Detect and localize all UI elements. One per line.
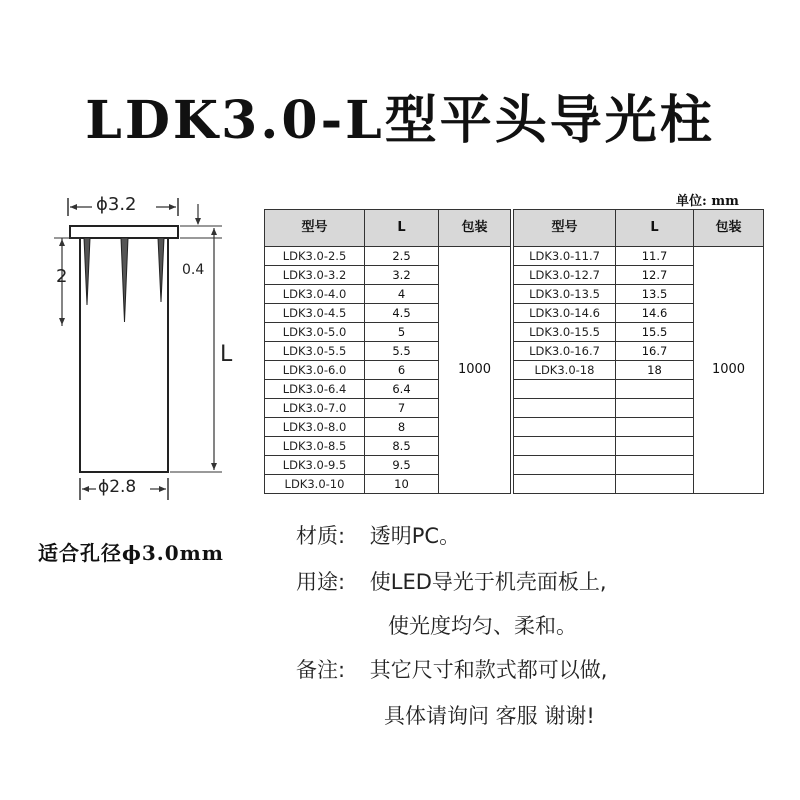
length-cell xyxy=(616,418,694,437)
spec-table-right xyxy=(513,209,764,494)
header-package: 包装 xyxy=(439,210,511,247)
model-cell: LDK3.0-10 xyxy=(265,475,365,494)
length-cell xyxy=(616,475,694,494)
model-cell: LDK3.0-14.6 xyxy=(514,304,616,323)
dim-top-diameter: ϕ3.2 xyxy=(96,194,137,215)
dim-tip-length: 2 xyxy=(56,266,68,287)
dim-cap-thickness: 0.4 xyxy=(182,262,205,278)
remark-label: 备注: xyxy=(296,658,346,682)
light-pipe-drawing xyxy=(40,190,260,510)
length-cell: 7 xyxy=(365,399,439,418)
model-cell xyxy=(514,456,616,475)
hole-size-note: 适合孔径ϕ3.0mm xyxy=(38,541,224,565)
table-header-row xyxy=(265,210,511,247)
length-cell xyxy=(616,380,694,399)
model-cell: LDK3.0-18 xyxy=(514,361,616,380)
model-cell: LDK3.0-2.5 xyxy=(265,247,365,266)
length-cell: 11.7 xyxy=(616,247,694,266)
model-cell: LDK3.0-5.5 xyxy=(265,342,365,361)
model-cell xyxy=(514,437,616,456)
remark-line-1: 其它尺寸和款式都可以做, xyxy=(369,658,608,682)
model-cell: LDK3.0-8.5 xyxy=(265,437,365,456)
spec-table-left xyxy=(264,209,511,494)
length-cell: 5.5 xyxy=(365,342,439,361)
dim-bottom-diameter: ϕ2.8 xyxy=(98,477,137,497)
length-cell: 8 xyxy=(365,418,439,437)
model-cell: LDK3.0-16.7 xyxy=(514,342,616,361)
model-cell xyxy=(514,380,616,399)
usage-line-2: 使光度均匀、柔和。 xyxy=(388,614,577,638)
length-cell: 6.4 xyxy=(365,380,439,399)
length-cell xyxy=(616,456,694,475)
length-cell: 14.6 xyxy=(616,304,694,323)
model-cell: LDK3.0-9.5 xyxy=(265,456,365,475)
length-cell: 4.5 xyxy=(365,304,439,323)
model-cell: LDK3.0-13.5 xyxy=(514,285,616,304)
length-cell: 16.7 xyxy=(616,342,694,361)
material-value: 透明PC。 xyxy=(369,524,461,548)
model-cell: LDK3.0-11.7 xyxy=(514,247,616,266)
header-model: 型号 xyxy=(265,210,365,247)
length-cell: 3.2 xyxy=(365,266,439,285)
model-cell xyxy=(514,475,616,494)
header-length: L xyxy=(616,210,694,247)
length-cell xyxy=(616,437,694,456)
model-cell: LDK3.0-6.0 xyxy=(265,361,365,380)
dim-length: L xyxy=(220,342,233,367)
length-cell: 15.5 xyxy=(616,323,694,342)
length-cell: 13.5 xyxy=(616,285,694,304)
length-cell: 6 xyxy=(365,361,439,380)
model-cell: LDK3.0-4.5 xyxy=(265,304,365,323)
length-cell: 18 xyxy=(616,361,694,380)
remark-line-2: 具体请询问 客服 谢谢! xyxy=(384,704,595,728)
header-package: 包装 xyxy=(694,210,764,247)
page-title: LDK3.0-L型平头导光柱 xyxy=(85,90,715,151)
model-cell: LDK3.0-12.7 xyxy=(514,266,616,285)
package-qty-cell: 1000 xyxy=(439,247,511,494)
material-label: 材质: xyxy=(296,524,346,548)
length-cell xyxy=(616,399,694,418)
model-cell: LDK3.0-5.0 xyxy=(265,323,365,342)
length-cell: 4 xyxy=(365,285,439,304)
length-cell: 9.5 xyxy=(365,456,439,475)
table-row xyxy=(265,247,511,266)
length-cell: 8.5 xyxy=(365,437,439,456)
model-cell xyxy=(514,418,616,437)
usage-line-1: 使LED导光于机壳面板上, xyxy=(369,570,607,594)
model-cell: LDK3.0-15.5 xyxy=(514,323,616,342)
package-qty-cell: 1000 xyxy=(694,247,764,494)
usage-label: 用途: xyxy=(296,570,346,594)
length-cell: 5 xyxy=(365,323,439,342)
table-row xyxy=(514,247,764,266)
model-cell: LDK3.0-6.4 xyxy=(265,380,365,399)
model-cell: LDK3.0-3.2 xyxy=(265,266,365,285)
length-cell: 2.5 xyxy=(365,247,439,266)
model-cell: LDK3.0-4.0 xyxy=(265,285,365,304)
length-cell: 10 xyxy=(365,475,439,494)
header-model: 型号 xyxy=(514,210,616,247)
model-cell: LDK3.0-7.0 xyxy=(265,399,365,418)
table-header-row xyxy=(514,210,764,247)
model-cell xyxy=(514,399,616,418)
model-cell: LDK3.0-8.0 xyxy=(265,418,365,437)
header-length: L xyxy=(365,210,439,247)
length-cell: 12.7 xyxy=(616,266,694,285)
unit-label: 单位: mm xyxy=(676,194,739,209)
